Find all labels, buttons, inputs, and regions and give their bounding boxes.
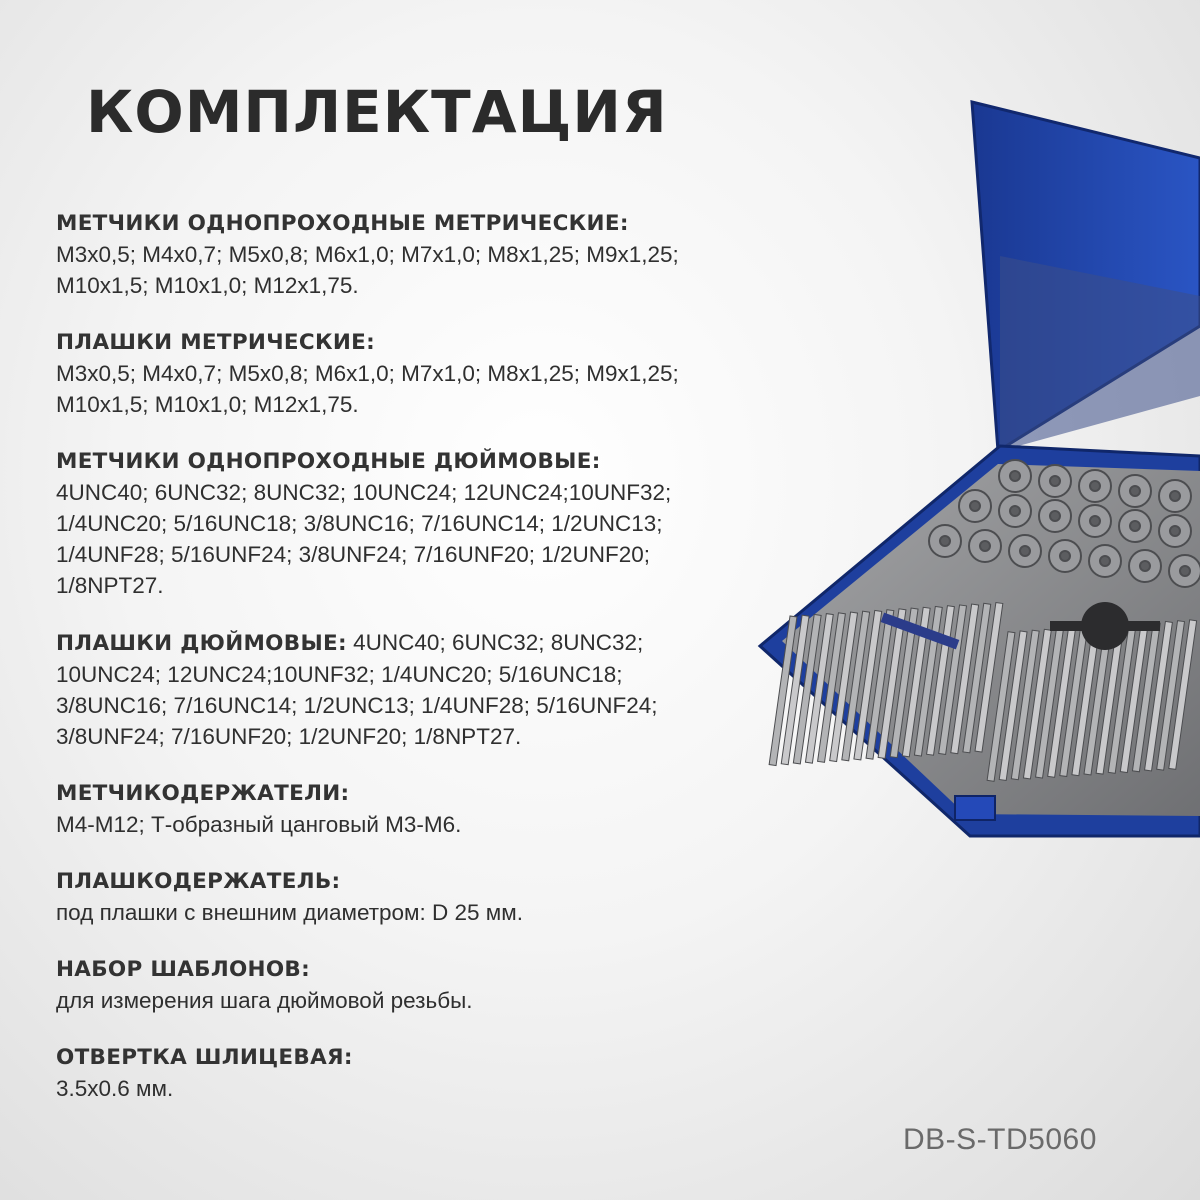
die-hole-icon [1050,476,1060,486]
spec-gauge-set [56,954,796,1016]
spec-metric-dies [56,327,796,420]
model-number: DB-S-TD5060 [903,1123,1097,1156]
die-hole-icon [1130,486,1140,496]
die-hole-icon [1180,566,1190,576]
spec-line: 10UNC24; 12UNC24;10UNF32; 1/4UNC20; 5/16UNC18; [56,662,623,687]
spec-line: 1/4UNC20; 5/16UNC18; 3/8UNC16; 7/16UNC14; 1/2UNC13; [56,511,663,536]
spec-list [56,208,796,1130]
spec-heading: НАБОР ШАБЛОНОВ: [56,957,311,982]
spec-line: М3х0,5; М4х0,7; М5х0,8; М6х1,0; М7х1,0; М8х1,25; М9х1,25; [56,361,679,386]
spec-heading: ПЛАШКОДЕРЖАТЕЛЬ: [56,869,341,894]
spec-line: 1/4UNF28; 5/16UNF24; 3/8UNF24; 7/16UNF20; 1/2UNF20; [56,542,651,567]
spec-line: М10х1,5; М10х1,0; М12х1,75. [56,392,359,417]
spec-heading: ПЛАШКИ ДЮЙМОВЫЕ: [56,631,347,656]
spec-heading: МЕТЧИКИ ОДНОПРОХОДНЫЕ МЕТРИЧЕСКИЕ: [56,211,629,236]
spec-heading: ОТВЕРТКА ШЛИЦЕВАЯ: [56,1045,353,1070]
spec-line: для измерения шага дюймовой резьбы. [56,988,473,1013]
spec-die-holder [56,866,796,928]
spec-tap-holders [56,778,796,840]
spec-line: 3.5х0.6 мм. [56,1076,174,1101]
spec-line: М4-М12; Т-образный цанговый М3-М6. [56,812,462,837]
spec-line: 3/8UNC16; 7/16UNC14; 1/2UNC13; 1/4UNF28; 5/16UNF24; [56,693,658,718]
spec-metric-taps [56,208,796,301]
spec-first-line [56,627,796,659]
die-hole-icon [1140,561,1150,571]
die-hole-icon [980,541,990,551]
spec-line: М10х1,5; М10х1,0; М12х1,75. [56,273,359,298]
die-hole-icon [940,536,950,546]
die-hole-icon [1020,546,1030,556]
tool-case-illustration [750,96,1200,856]
spec-line: 1/8NPT27. [56,573,164,598]
die-hole-icon [1010,506,1020,516]
spec-line: 3/8UNF24; 7/16UNF20; 1/2UNF20; 1/8NPT27. [56,724,522,749]
spec-inline-text: 4UNC40; 6UNC32; 8UNC32; [346,630,644,655]
die-hole-icon [1170,526,1180,536]
spec-heading: ПЛАШКИ МЕТРИЧЕСКИЕ: [56,330,375,355]
die-hole-icon [970,501,980,511]
die-hole-icon [1050,511,1060,521]
product-photo-tool-case [750,96,1200,856]
die-hole-icon [1130,521,1140,531]
spec-inch-dies [56,627,796,752]
case-latch [955,796,995,820]
die-holder-handle [1050,621,1160,631]
spec-line: 4UNC40; 6UNC32; 8UNC32; 10UNC24; 12UNC24;10UNF32; [56,480,672,505]
spec-heading: МЕТЧИКИ ОДНОПРОХОДНЫЕ ДЮЙМОВЫЕ: [56,449,601,474]
die-hole-icon [1170,491,1180,501]
spec-screwdriver [56,1042,796,1104]
die-hole-icon [1100,556,1110,566]
page-title: КОМПЛЕКТАЦИЯ [86,78,668,146]
die-hole-icon [1090,516,1100,526]
die-hole-icon [1010,471,1020,481]
die-hole-icon [1060,551,1070,561]
die-hole-icon [1090,481,1100,491]
spec-inch-taps [56,446,796,601]
spec-line: М3х0,5; М4х0,7; М5х0,8; М6х1,0; М7х1,0; М8х1,25; М9х1,25; [56,242,679,267]
spec-heading: МЕТЧИКОДЕРЖАТЕЛИ: [56,781,350,806]
spec-line: под плашки с внешним диаметром: D 25 мм. [56,900,523,925]
